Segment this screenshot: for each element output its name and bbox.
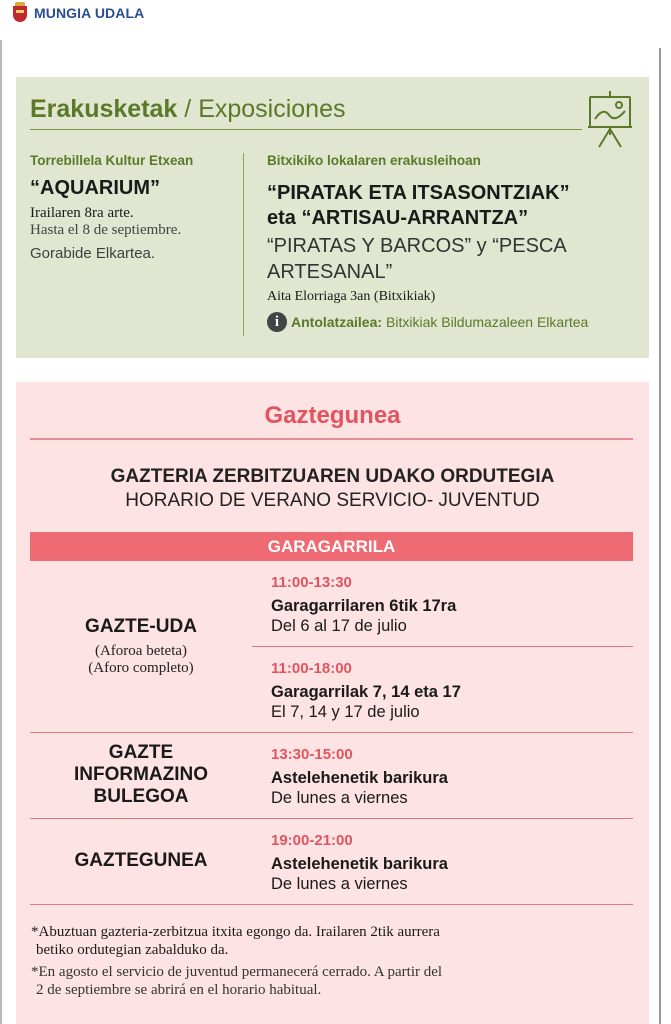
pirates-address: Aita Elorriaga 3an (Bitxikiak) bbox=[267, 289, 436, 304]
page-border-right bbox=[659, 48, 661, 1024]
service-name-line: GAZTE bbox=[108, 742, 174, 763]
row-divider bbox=[30, 818, 633, 819]
footnote-eu-1: *Abuztuan gazteria-zerbitzua itxita egongo da. Irailaren 2tik aurrera bbox=[31, 924, 440, 940]
aquarium-date-es: Hasta el 8 de septiembre. bbox=[30, 222, 182, 238]
pirates-title-es-2: ARTESANAL” bbox=[267, 261, 393, 283]
pirates-venue: Bitxikiko lokalaren erakusleihoan bbox=[267, 153, 481, 168]
pirates-organizer bbox=[267, 312, 588, 332]
month-bar: GARAGARRILA bbox=[30, 532, 633, 561]
slot-days-es: De lunes a viernes bbox=[271, 789, 408, 807]
title-separator: / bbox=[184, 95, 192, 123]
slot-time: 13:30-15:00 bbox=[271, 746, 353, 763]
organizer-name: Bitxikiak Bildumazaleen Elkartea bbox=[386, 314, 589, 330]
schedule-heading-es: HORARIO DE VERANO SERVICIO- JUVENTUD bbox=[125, 490, 540, 511]
row-divider bbox=[30, 904, 633, 905]
exhibitions-title-es: Exposiciones bbox=[198, 95, 346, 123]
header bbox=[12, 0, 144, 26]
slot-days-es: El 7, 14 y 17 de julio bbox=[271, 703, 420, 721]
aquarium-organizer: Gorabide Elkartea. bbox=[30, 245, 156, 262]
aquarium-venue: Torrebillela Kultur Etxean bbox=[30, 153, 194, 168]
exhibitions-title bbox=[30, 95, 346, 124]
pirates-title-es-1: “PIRATAS Y BARCOS” y “PESCA bbox=[267, 235, 567, 257]
youth-title: Gaztegunea bbox=[264, 402, 401, 429]
slot-days-es: De lunes a viernes bbox=[271, 875, 408, 893]
slot-time: 11:00-18:00 bbox=[271, 660, 352, 677]
schedule-slot bbox=[271, 660, 461, 722]
service-name-line: INFORMAZINO bbox=[73, 764, 209, 785]
service-name: GAZTEGUNEA bbox=[74, 850, 208, 871]
service-name-info-office bbox=[30, 742, 252, 808]
service-name: GAZTE-UDA bbox=[85, 616, 197, 637]
page-border-left bbox=[0, 40, 2, 1024]
footnote-es-1: *En agosto el servicio de juventud permanecerá cerrado. A partir del bbox=[31, 964, 443, 980]
aquarium-title: “AQUARIUM” bbox=[30, 177, 160, 199]
footnote-eu-2: betiko ordutegian zabalduko da. bbox=[36, 942, 229, 958]
aquarium-date-eu: Irailaren 8ra arte. bbox=[30, 205, 134, 221]
slot-days-eu: Astelehenetik barikura bbox=[271, 855, 448, 873]
youth-section bbox=[16, 382, 649, 1024]
service-name-gazte-uda bbox=[30, 616, 252, 677]
service-name-line: BULEGOA bbox=[93, 786, 189, 807]
exhibitions-section bbox=[16, 77, 649, 358]
schedule-heading-eu: GAZTERIA ZERBITZUAREN UDAKO ORDUTEGIA bbox=[110, 466, 555, 487]
slot-days-eu: Garagarrilak 7, 14 eta 17 bbox=[271, 683, 461, 701]
slot-divider bbox=[252, 646, 633, 647]
slot-days-es: Del 6 al 17 de julio bbox=[271, 617, 407, 635]
title-rule bbox=[30, 129, 582, 130]
column-divider bbox=[243, 153, 244, 336]
pirates-title-eu-1: “PIRATAK ETA ITSASONTZIAK” bbox=[267, 182, 570, 204]
easel-icon bbox=[585, 89, 635, 151]
organizer-label: Antolatzailea: bbox=[291, 314, 383, 330]
slot-time: 19:00-21:00 bbox=[271, 832, 353, 849]
service-name-gaztegunea bbox=[30, 850, 252, 872]
brand-name: MUNGIA UDALA bbox=[34, 5, 145, 21]
schedule-slot bbox=[271, 832, 448, 894]
schedule-slot bbox=[271, 746, 448, 808]
service-note-eu: (Aforoa beteta) bbox=[94, 643, 188, 659]
slot-days-eu: Astelehenetik barikura bbox=[271, 769, 448, 787]
pirates-title-eu-2: eta “ARTISAU-ARRANTZA” bbox=[267, 207, 529, 229]
footnote-es-2: 2 de septiembre se abrirá en el horario habitual. bbox=[36, 982, 322, 998]
row-divider bbox=[30, 732, 633, 733]
info-icon: i bbox=[267, 312, 287, 332]
slot-time: 11:00-13:30 bbox=[271, 574, 352, 591]
service-note-es: (Aforo completo) bbox=[88, 660, 194, 676]
exhibitions-title-eu: Erakusketak bbox=[30, 95, 178, 123]
slot-days-eu: Garagarrilaren 6tik 17ra bbox=[271, 597, 457, 615]
coat-of-arms-icon bbox=[12, 2, 28, 24]
schedule-slot bbox=[271, 574, 456, 636]
youth-title-rule bbox=[30, 438, 633, 440]
